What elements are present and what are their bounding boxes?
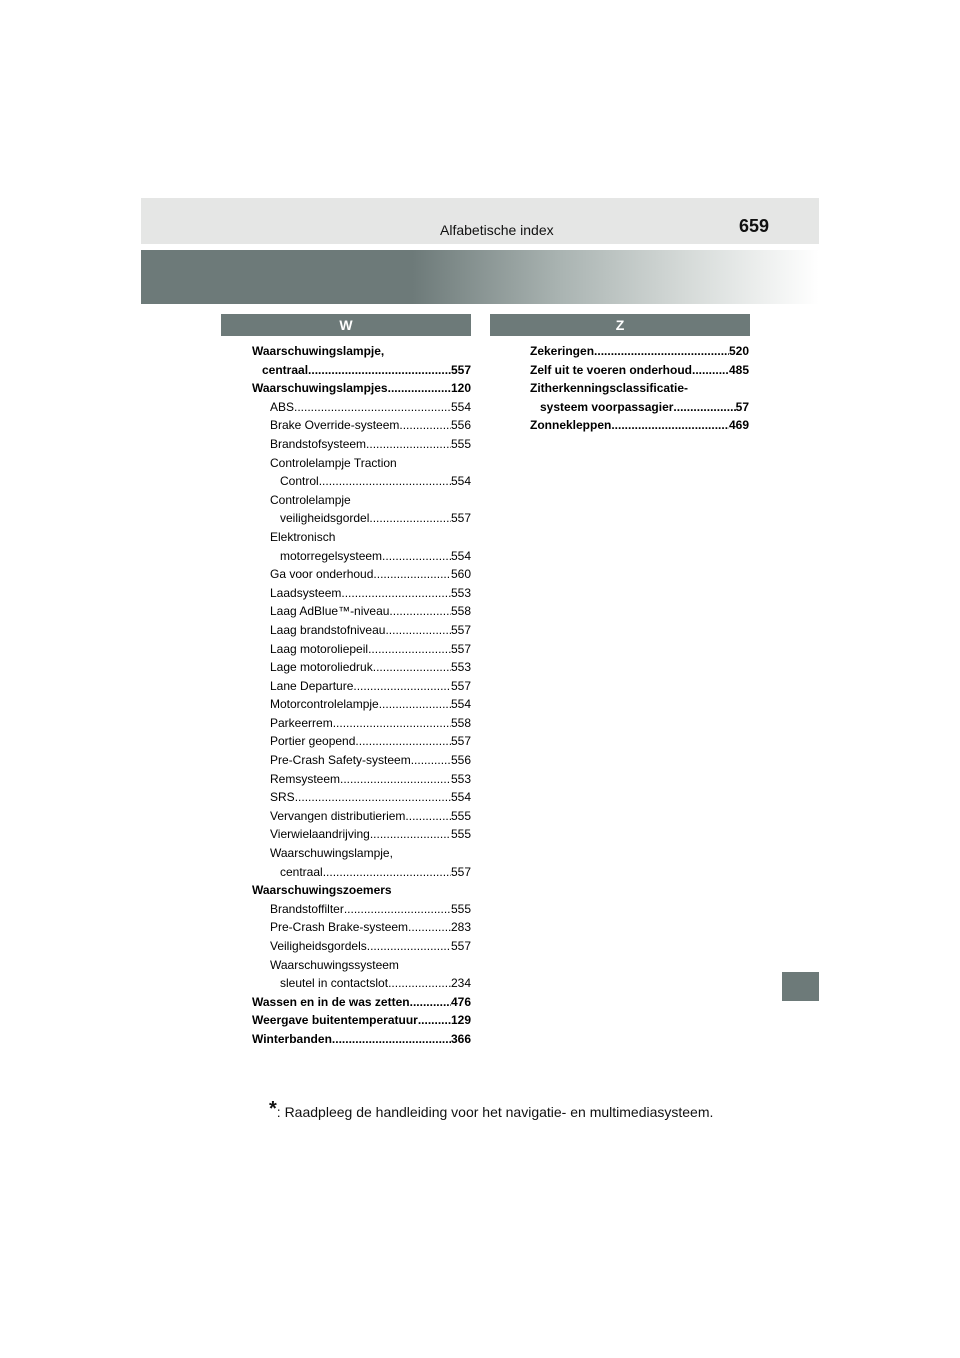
index-entry-text: centraal: [262, 362, 309, 377]
leader-dots: [355, 732, 451, 751]
index-entry: [252, 584, 471, 603]
index-entry-page: 553: [450, 585, 471, 600]
index-entry-text: Waarschuwingslampjes: [252, 381, 388, 396]
leader-dots: [366, 435, 451, 454]
index-entry: [252, 993, 471, 1012]
index-entry: [252, 509, 471, 528]
index-entry-text: Pre-Crash Safety-systeem: [270, 753, 411, 768]
index-entry-text: Lage motoroliedruk: [270, 660, 373, 675]
index-entry-text: Motorcontrolelampje: [270, 697, 379, 712]
index-entry-text: Laag motoroliepeil: [270, 641, 369, 656]
index-entry: [252, 416, 471, 435]
leader-dots: [399, 416, 451, 435]
index-entry-page: 556: [450, 418, 471, 433]
index-entry: [252, 863, 471, 882]
index-entry-text: Zekeringen: [530, 344, 595, 358]
index-entry: Waarschuwingszoemers: [252, 883, 392, 898]
section-header-w: [221, 314, 471, 336]
index-entry-page: 554: [450, 790, 471, 805]
index-entry-page: 553: [450, 771, 471, 786]
page-header-title: Alfabetische index: [440, 222, 554, 238]
index-entry: [530, 342, 749, 361]
index-entry: [252, 602, 471, 621]
index-entry: [252, 621, 471, 640]
index-entry: [252, 937, 471, 956]
index-entry: [252, 825, 471, 844]
index-entry-page: 557: [450, 511, 471, 526]
index-entry: [252, 695, 471, 714]
index-entry: [530, 416, 749, 435]
index-entry: [252, 658, 471, 677]
leader-dots: [411, 751, 451, 770]
index-entry-text: Laadsysteem: [270, 585, 342, 600]
index-entry-page: 555: [450, 901, 471, 916]
leader-dots: [389, 602, 451, 621]
index-entry: [252, 918, 471, 937]
index-entry-page: 57: [735, 399, 749, 414]
leader-dots: [332, 1030, 451, 1049]
leader-dots: [379, 695, 451, 714]
index-entry-page: 469: [728, 418, 749, 433]
index-entry-page: 557: [450, 622, 471, 637]
index-entry-page: 554: [450, 697, 471, 712]
index-entry: Elektronisch: [270, 529, 336, 544]
index-entry: [530, 361, 749, 380]
index-entry: [530, 398, 749, 417]
section-header-z: [490, 314, 750, 336]
leader-dots: [344, 900, 451, 919]
leader-dots: [340, 770, 451, 789]
leader-dots: [353, 677, 451, 696]
leader-dots: [369, 509, 451, 528]
leader-dots: [373, 658, 451, 677]
index-entry-text: Ga voor onderhoud: [270, 567, 374, 582]
section-thumb-tab: [782, 972, 819, 1001]
index-entry-text: Lane Departure: [270, 678, 354, 693]
index-entry-page: 366: [450, 1031, 471, 1046]
leader-dots: [673, 398, 735, 417]
index-entry-page: 557: [450, 362, 471, 377]
index-entry-page: 555: [450, 436, 471, 451]
index-entry: [252, 379, 471, 398]
leader-dots: [308, 361, 451, 380]
index-entry: Waarschuwingssysteem: [270, 957, 399, 972]
index-entry-text: Portier geopend: [270, 734, 356, 749]
index-entry-page: 129: [450, 1013, 471, 1028]
index-entry-page: 120: [450, 381, 471, 396]
index-entry-text: Remsysteem: [270, 771, 341, 786]
leader-dots: [382, 547, 451, 566]
index-entry: Controlelampje: [270, 492, 351, 507]
leader-dots: [333, 714, 451, 733]
index-entry-text: Brandstofsysteem: [270, 436, 367, 451]
index-entry-page: 283: [450, 920, 471, 935]
index-entry-text: centraal: [280, 864, 323, 879]
leader-dots: [294, 398, 451, 417]
leader-dots: [295, 788, 451, 807]
index-entry: [252, 435, 471, 454]
index-entry-text: Zonnekleppen: [530, 418, 612, 433]
leader-dots: [410, 993, 451, 1012]
index-entry: [252, 714, 471, 733]
index-entry-text: Vervangen distributieriem: [270, 808, 406, 823]
index-entry-page: 554: [450, 399, 471, 414]
index-entry-text: sleutel in contactslot: [280, 976, 389, 991]
index-entry-page: 554: [450, 548, 471, 563]
leader-dots: [385, 621, 451, 640]
index-entry-page: 560: [450, 567, 471, 582]
index-entry-page: 556: [450, 753, 471, 768]
index-entry-page: 558: [450, 715, 471, 730]
index-entry: [252, 472, 471, 491]
leader-dots: [368, 640, 451, 659]
index-entry: [252, 361, 471, 380]
index-entry-page: 558: [450, 604, 471, 619]
footnote-star: *: [269, 1098, 277, 1120]
footnote: [269, 1098, 713, 1121]
leader-dots: [388, 974, 451, 993]
index-entry: Controlelampje Traction: [270, 455, 397, 470]
index-entry: [252, 900, 471, 919]
index-column-z: [530, 342, 749, 435]
section-letter-z: Z: [615, 317, 625, 333]
index-entry-page: 557: [450, 641, 471, 656]
index-entry-text: Weergave buitentemperatuur: [252, 1013, 418, 1028]
index-entry-text: motorregelsysteem: [280, 548, 383, 563]
leader-dots: [408, 918, 451, 937]
decorative-gradient-bar: [141, 250, 819, 304]
index-entry-text: Brandstoffilter: [270, 901, 344, 916]
index-column-w: [252, 342, 471, 1049]
index-entry: [252, 974, 471, 993]
leader-dots: [367, 937, 451, 956]
index-entry-page: 557: [450, 678, 471, 693]
leader-dots: [418, 1011, 451, 1030]
footnote-text: : Raadpleeg de handleiding voor het navigatie- en multimediasysteem.: [276, 1104, 714, 1120]
index-entry: [252, 732, 471, 751]
index-entry-page: 555: [450, 827, 471, 842]
index-entry: [252, 1011, 471, 1030]
index-entry-text: Zelf uit te voeren onderhoud: [530, 362, 693, 377]
index-entry-page: 553: [450, 660, 471, 675]
index-entry: [252, 770, 471, 789]
index-entry-text: Wassen en in de was zetten: [252, 994, 410, 1009]
index-entry-page: 234: [450, 976, 471, 991]
leader-dots: [692, 361, 729, 380]
leader-dots: [319, 472, 451, 491]
index-entry: [252, 547, 471, 566]
index-entry-text: Veiligheidsgordels: [270, 939, 367, 953]
index-entry-page: 557: [450, 864, 471, 879]
index-entry-page: 476: [450, 994, 471, 1009]
index-entry: [252, 807, 471, 826]
leader-dots: [373, 565, 451, 584]
index-entry: Waarschuwingslampje,: [252, 344, 385, 358]
index-entry-text: Control: [280, 474, 319, 489]
index-entry: Zitherkenningsclassificatie-: [530, 381, 689, 396]
index-entry-page: 554: [450, 474, 471, 489]
page-number: 659: [739, 216, 770, 236]
index-entry-page: 557: [450, 734, 471, 749]
index-entry: [252, 398, 471, 417]
index-entry: [252, 751, 471, 770]
index-entry-page: 520: [728, 344, 749, 358]
index-entry-text: Winterbanden: [252, 1031, 332, 1046]
index-entry-text: Brake Override-systeem: [270, 418, 400, 433]
leader-dots: [388, 379, 451, 398]
index-entry-text: Pre-Crash Brake-systeem: [270, 920, 409, 935]
index-entry-text: Parkeerrem: [270, 715, 333, 730]
index-entry-text: veiligheidsgordel: [280, 511, 370, 526]
index-entry-page: 555: [450, 808, 471, 823]
index-entry: [252, 565, 471, 584]
index-entry-text: Vierwielaandrijving: [270, 827, 370, 842]
section-letter-w: W: [339, 317, 353, 333]
leader-dots: [370, 825, 451, 844]
index-entry-text: Laag AdBlue™-niveau: [270, 604, 390, 619]
index-entry-page: 485: [728, 362, 749, 377]
leader-dots: [611, 416, 729, 435]
index-entry-text: systeem voorpassagier: [540, 399, 674, 414]
leader-dots: [405, 807, 451, 826]
index-entry: [252, 677, 471, 696]
index-entry-text: Laag brandstofniveau: [270, 622, 386, 637]
index-entry-page: 557: [450, 939, 471, 953]
leader-dots: [341, 584, 451, 603]
index-entry-text: ABS: [270, 399, 295, 414]
leader-dots: [594, 342, 729, 361]
index-entry: [252, 1030, 471, 1049]
index-entry: Waarschuwingslampje,: [270, 846, 393, 861]
leader-dots: [323, 863, 451, 882]
index-entry: [252, 788, 471, 807]
index-entry-text: SRS: [270, 790, 295, 805]
index-entry: [252, 640, 471, 659]
